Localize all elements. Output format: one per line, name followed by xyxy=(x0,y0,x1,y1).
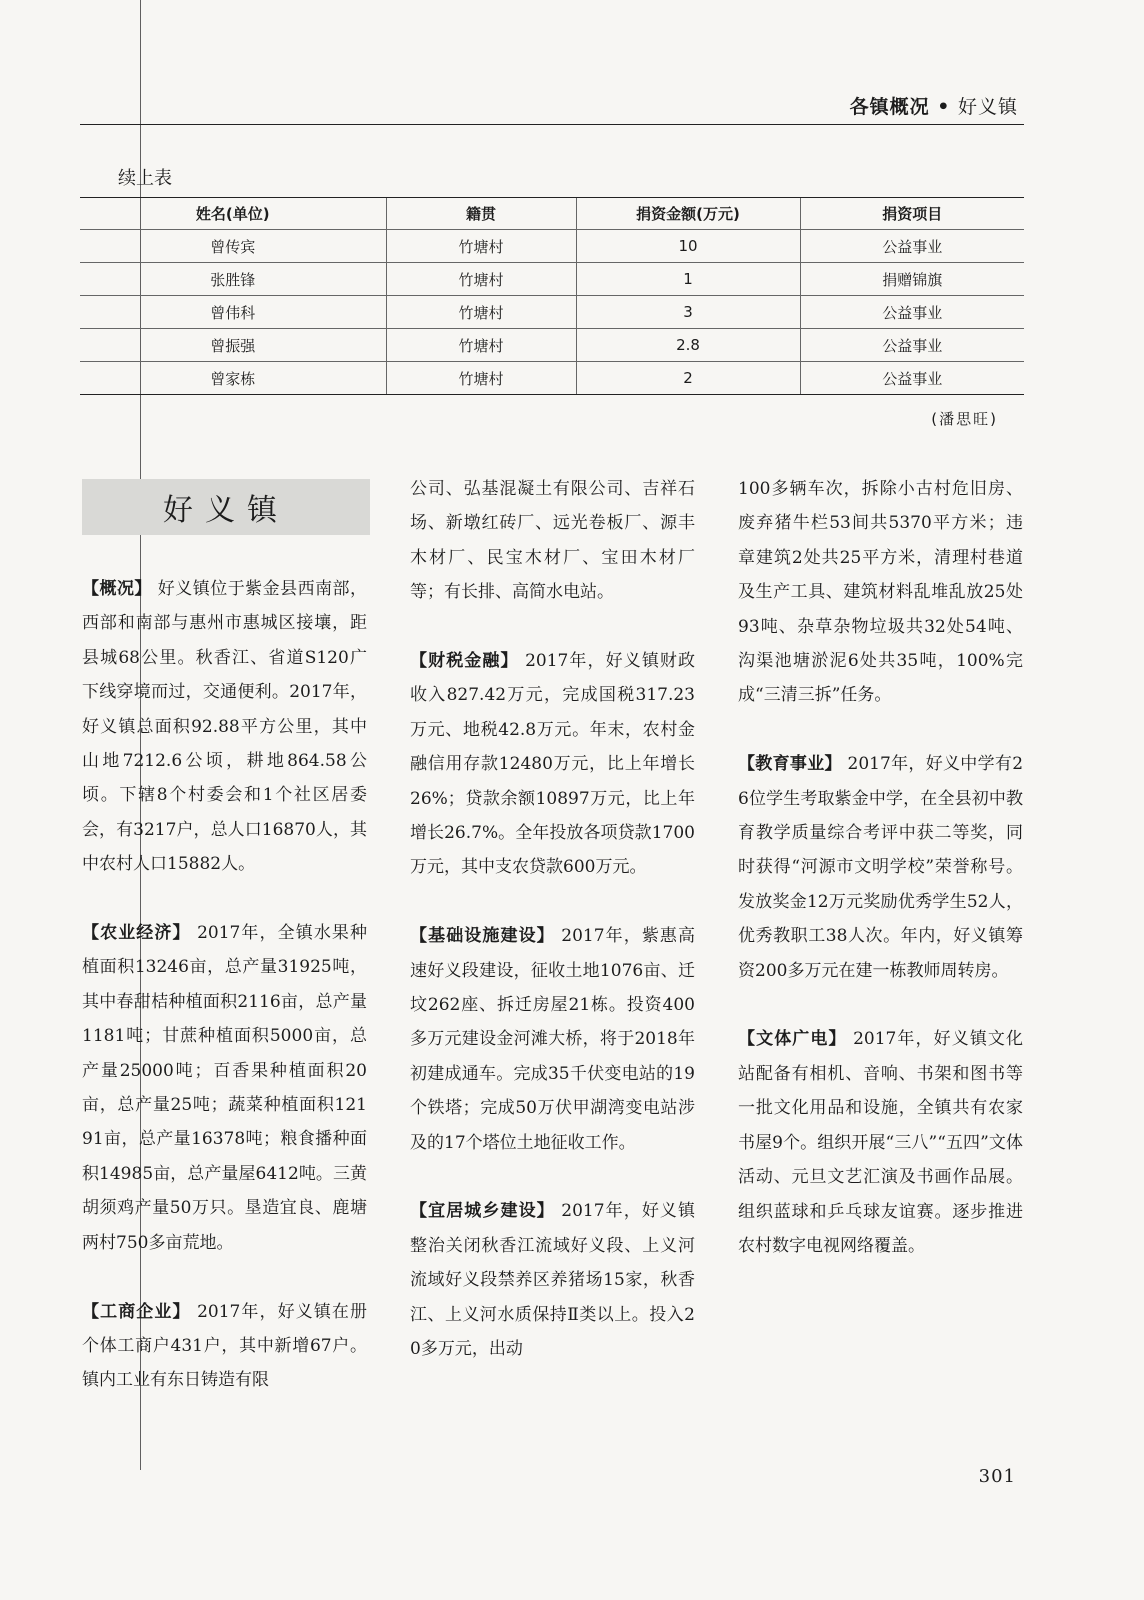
section-finance xyxy=(410,644,695,885)
article-title: 好义镇 xyxy=(82,479,370,535)
section-livable xyxy=(410,1194,695,1366)
table-row xyxy=(80,329,1024,362)
donor-table xyxy=(80,197,1024,395)
col-header-project: 捐资项目 xyxy=(800,198,1024,230)
table-caption: 续上表 xyxy=(118,168,172,189)
cell-project: 捐赠锦旗 xyxy=(800,263,1024,296)
cell-project: 公益事业 xyxy=(800,296,1024,329)
running-header xyxy=(850,92,1018,119)
table-row xyxy=(80,296,1024,329)
section-infrastructure xyxy=(410,919,695,1160)
section-heading: 【教育事业】 xyxy=(738,754,842,775)
table-row xyxy=(80,263,1024,296)
section-text: 2017年，好义镇财政收入827.42万元，完成国税317.23万元、地税42.8万元。年末，农村金融信用存款12480万元，比上年增长26%；贷款余额10897万元，比上年增长26.7%。全年投放各项贷款1700万元，其中支农贷款600万元。 xyxy=(410,651,696,878)
header-section: 各镇概况 xyxy=(849,96,930,118)
cell-origin: 竹塘村 xyxy=(386,362,576,395)
section-text: 2017年，好义中学有26位学生考取紫金中学，在全县初中教育教学质量综合考评中获二等奖，同时获得“河源市文明学校”荣誉称号。发放奖金12万元奖励优秀学生52人，优秀教职工38人次。年内，好义镇筹资200多万元在建一栋教师周转房。 xyxy=(738,754,1024,981)
section-industry-cont xyxy=(410,472,695,610)
section-heading: 【农业经济】 xyxy=(82,923,191,944)
cell-origin: 竹塘村 xyxy=(386,329,576,362)
cell-amount: 10 xyxy=(576,230,800,263)
cell-name: 曾伟科 xyxy=(80,296,386,329)
text-column-2 xyxy=(410,472,695,1401)
cell-amount: 3 xyxy=(576,296,800,329)
section-text: 2017年，好义镇整治关闭秋香江流域好义段、上义河流域好义段禁养区养猪场15家，秋香江、上义河水质保持Ⅱ类以上。投入20多万元，出动 xyxy=(410,1201,696,1360)
cell-origin: 竹塘村 xyxy=(386,296,576,329)
page-number: 301 xyxy=(978,1466,1016,1487)
cell-name: 曾振强 xyxy=(80,329,386,362)
table-row xyxy=(80,362,1024,395)
section-text: 好义镇位于紫金县西南部，西部和南部与惠州市惠城区接壤，距县城68公里。秋香江、省道S120广下线穿境而过，交通便利。2017年，好义镇总面积92.88平方公里，其中山地7212.6公顷，耕地864.58公顷。下辖8个村委会和1个社区居委会，有3217户，总人口16870人，其中农村人口15882人。 xyxy=(82,579,368,875)
section-culture xyxy=(738,1022,1023,1263)
cell-name: 曾传宾 xyxy=(80,230,386,263)
section-heading: 【工商企业】 xyxy=(82,1301,191,1322)
section-heading: 【概况】 xyxy=(82,579,152,599)
col-header-origin: 籍贯 xyxy=(386,198,576,230)
col-header-amount: 捐资金额(万元) xyxy=(576,198,800,230)
table-header-row xyxy=(80,198,1024,230)
header-rule xyxy=(80,124,1024,125)
section-text: 2017年，紫惠高速好义段建设，征收土地1076亩、迁坟262座、拆迁房屋21栋。投资400多万元建设金河滩大桥，将于2018年初建成通车。完成35千伏变电站的19个铁塔；完成50万伏甲湖湾变电站涉及的17个塔位土地征收工作。 xyxy=(410,926,696,1153)
cell-origin: 竹塘村 xyxy=(386,263,576,296)
section-agriculture xyxy=(82,916,367,1260)
section-text: 2017年，好义镇文化站配备有相机、音响、书架和图书等一批文化用品和设施，全镇共有农家书屋9个。组织开展“三八”“五四”文体活动、元旦文艺汇演及书画作品展。组织蓝球和乒乓球友谊赛。逐步推进农村数字电视网络覆盖。 xyxy=(738,1029,1024,1256)
table-source-note: (潘思旺) xyxy=(931,410,998,428)
col-header-name: 姓名(单位) xyxy=(80,198,386,230)
header-bullet: • xyxy=(929,96,958,118)
cell-amount: 2.8 xyxy=(576,329,800,362)
text-column-3 xyxy=(738,472,1023,1298)
cell-origin: 竹塘村 xyxy=(386,230,576,263)
section-heading: 【文体广电】 xyxy=(738,1029,847,1050)
section-heading: 【宜居城乡建设】 xyxy=(410,1201,555,1222)
cell-project: 公益事业 xyxy=(800,230,1024,263)
text-column-1 xyxy=(82,572,367,1432)
section-heading: 【基础设施建设】 xyxy=(410,926,555,947)
cell-amount: 1 xyxy=(576,263,800,296)
section-text: 公司、弘基混凝土有限公司、吉祥石场、新墩红砖厂、远光卷板厂、源丰木材厂、民宝木材厂、宝田木材厂等；有长排、高简水电站。 xyxy=(410,479,695,603)
header-town: 好义镇 xyxy=(957,96,1018,118)
section-livable-cont xyxy=(738,472,1023,713)
section-overview xyxy=(82,572,367,882)
cell-name: 张胜锋 xyxy=(80,263,386,296)
section-text: 2017年，好义镇在册个体工商户431户，其中新增67户。镇内工业有东日铸造有限 xyxy=(82,1301,368,1391)
cell-project: 公益事业 xyxy=(800,329,1024,362)
section-text: 100多辆车次，拆除小古村危旧房、废弃猪牛栏53间共5370平方米；违章建筑2处共25平方米，清理村巷道及生产工具、建筑材料乱堆乱放25处93吨、杂草杂物垃圾共32处54吨、沟渠池塘淤泥6处共35吨，100%完成“三清三拆”任务。 xyxy=(738,479,1023,706)
section-heading: 【财税金融】 xyxy=(410,651,519,672)
cell-name: 曾家栋 xyxy=(80,362,386,395)
cell-amount: 2 xyxy=(576,362,800,395)
cell-project: 公益事业 xyxy=(800,362,1024,395)
section-text: 2017年，全镇水果种植面积13246亩，总产量31925吨，其中春甜桔种植面积2116亩，总产量1181吨；甘蔗种植面积5000亩，总产量25000吨；百香果种植面积20亩，总产量25吨；蔬菜种植面积12191亩，总产量16378吨；粮食播种面积14985亩，总产量屋6412吨。三黄胡须鸡产量50万只。垦造宜良、鹿塘两村750多亩荒地。 xyxy=(82,923,368,1253)
table-row xyxy=(80,230,1024,263)
section-education xyxy=(738,747,1023,988)
section-industry xyxy=(82,1295,367,1398)
